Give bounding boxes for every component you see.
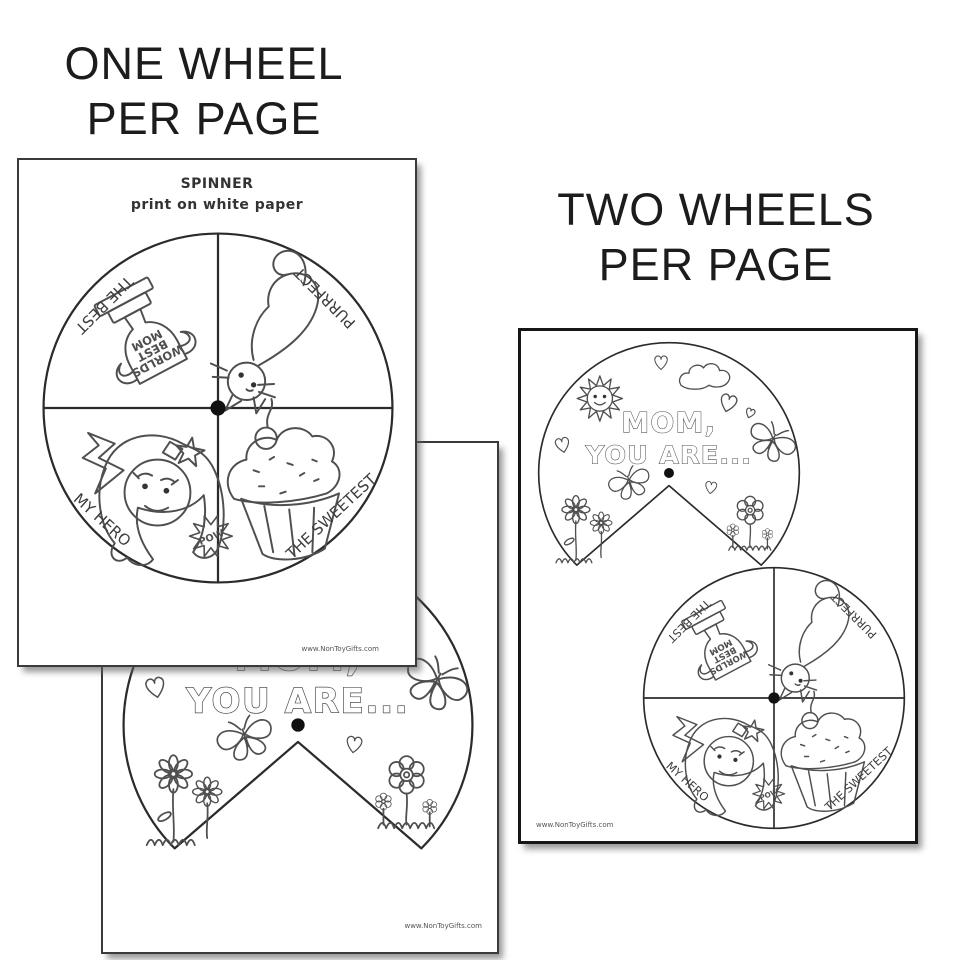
spinner-wheel <box>641 565 907 831</box>
heading-one-wheel-per-page <box>18 36 390 146</box>
page-subtitle: print on white paper <box>130 197 304 213</box>
heading-line: PER PAGE <box>598 239 834 290</box>
website-watermark: www.NonToyGifts.com <box>301 645 379 653</box>
spinner-wheel-page <box>17 158 417 667</box>
website-watermark: www.NonToyGifts.com <box>404 922 482 930</box>
heading-line: ONE WHEEL <box>64 38 344 89</box>
heading-two-wheels-per-page <box>528 182 904 292</box>
two-wheels-page <box>518 328 918 844</box>
website-watermark: www.NonToyGifts.com <box>536 821 614 829</box>
spinner-wheel <box>40 230 396 586</box>
heading-line: PER PAGE <box>86 93 322 144</box>
page-title: SPINNER <box>180 176 254 192</box>
heading-line: TWO WHEELS <box>557 184 875 235</box>
